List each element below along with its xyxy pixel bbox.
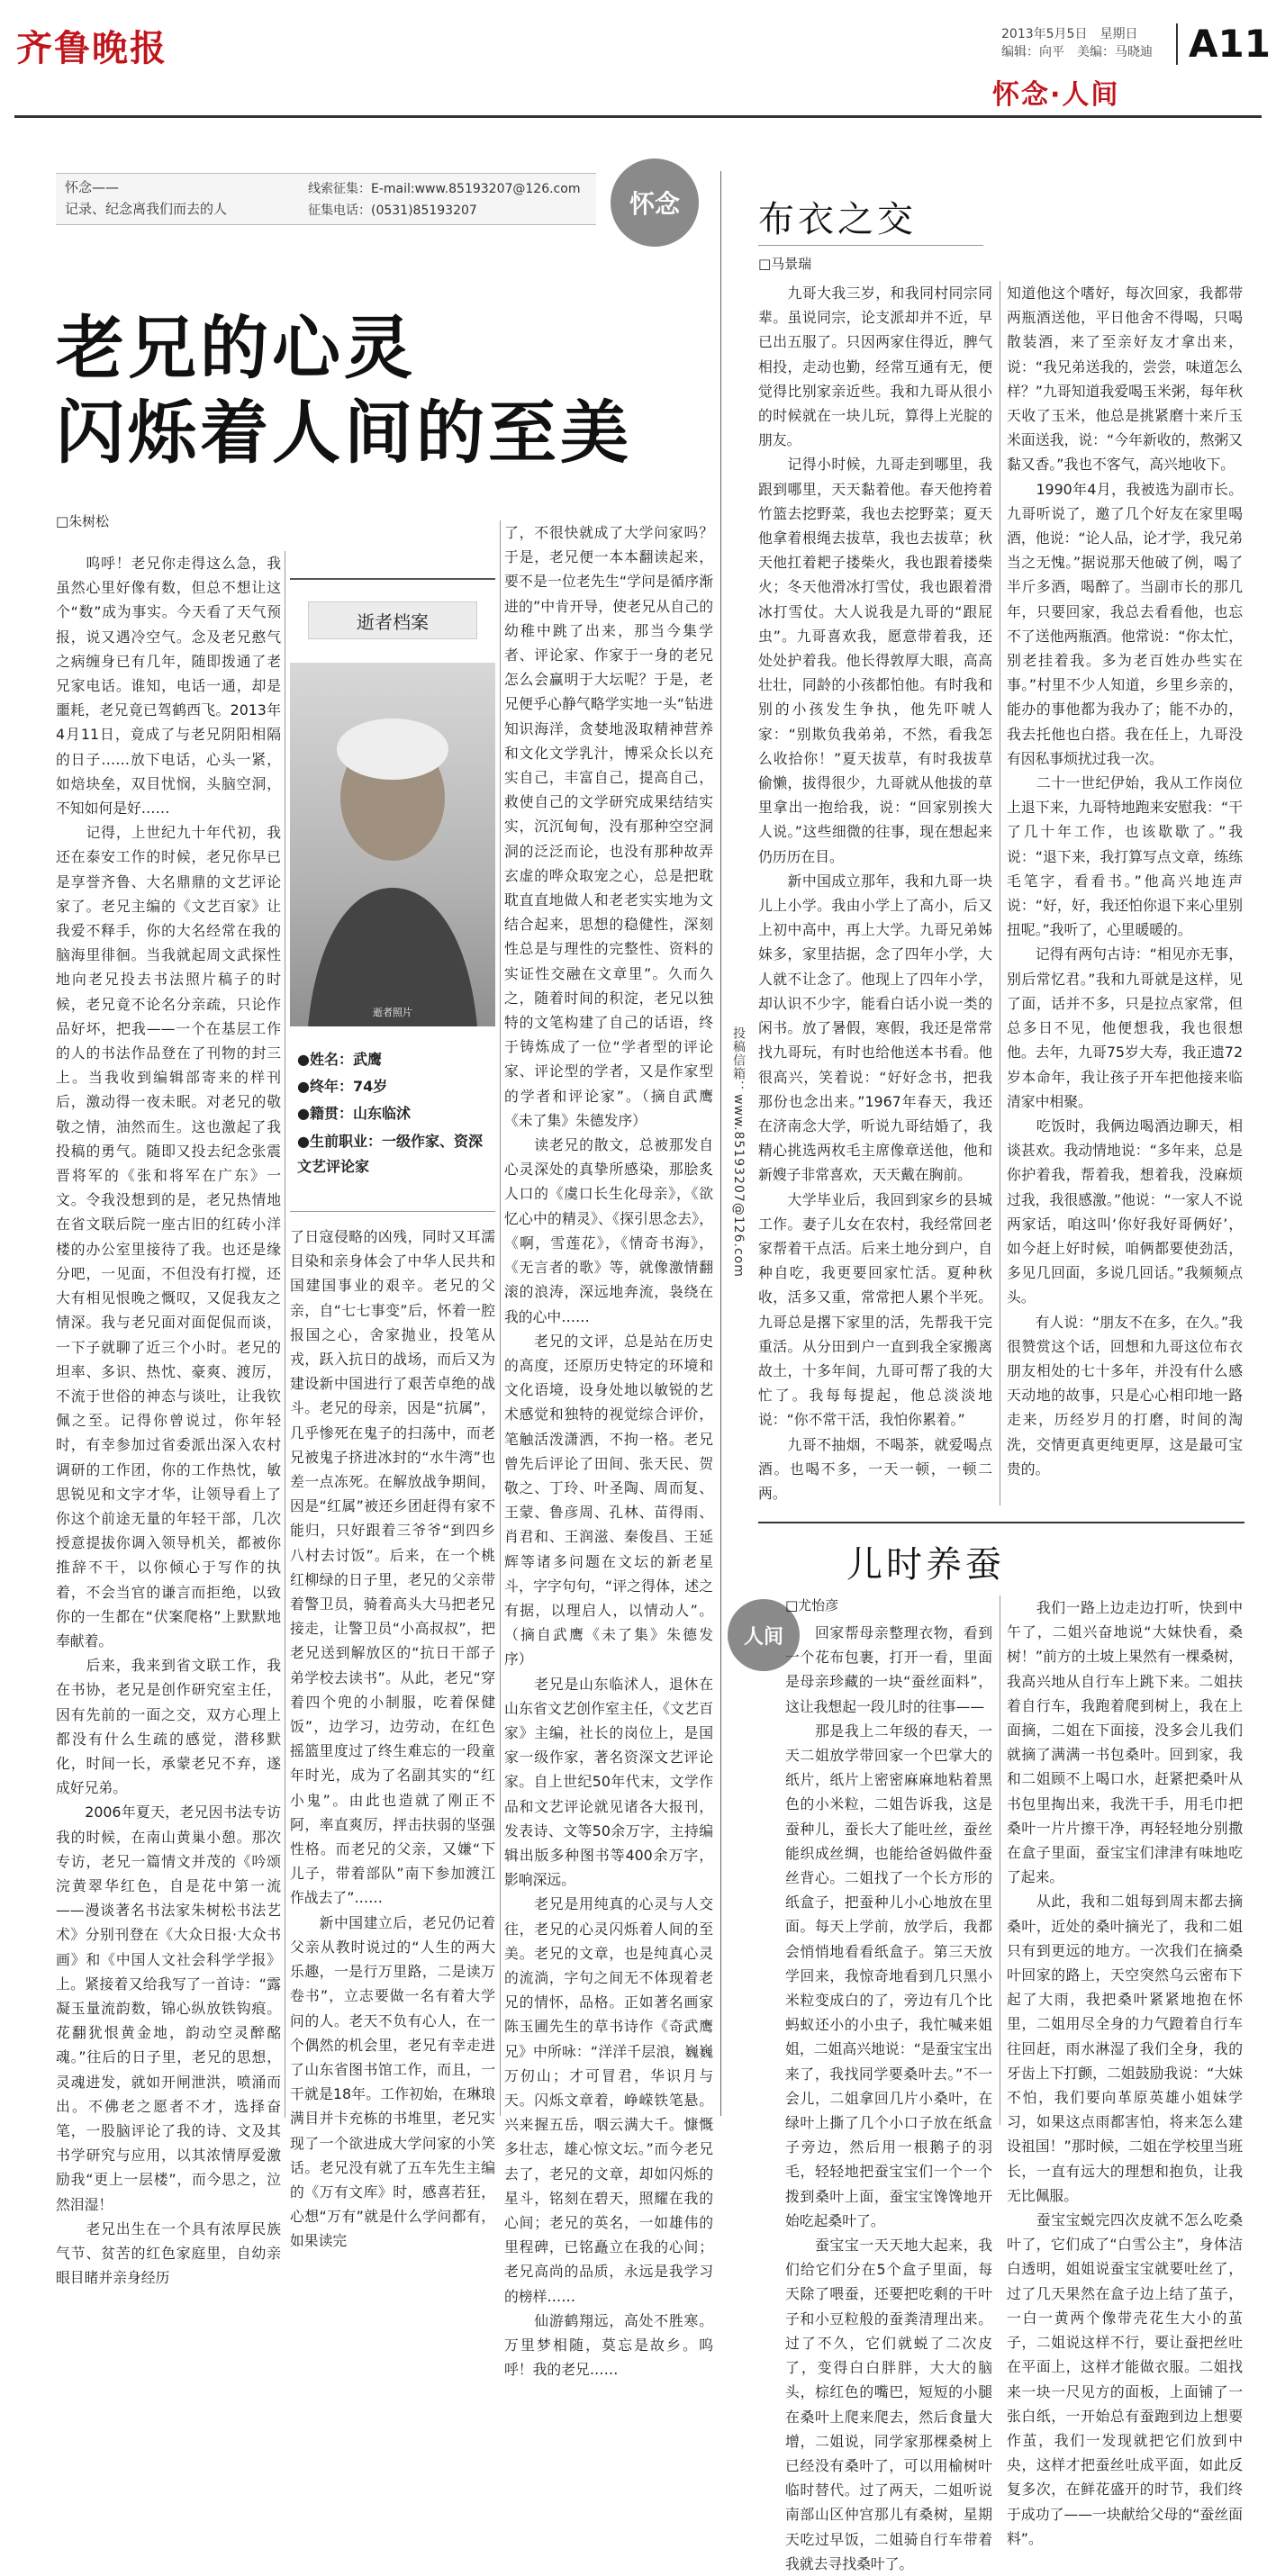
profile-caption: 逝者档案	[308, 601, 477, 639]
profile-career: ●生前职业：一级作家、资深文艺评论家	[297, 1133, 483, 1175]
article-divider	[758, 1522, 1244, 1523]
column-desc: 记录、纪念离我们而去的人	[65, 201, 228, 217]
article2-title-rule	[758, 245, 983, 246]
article2-title: 布衣之交	[758, 199, 917, 240]
article3-col2: 我们一路上边走边打听，快到中午了，二姐兴奋地说“大妹快看，桑树！”前方的土坡上果然有一棵桑树，我高兴地从自行车上跳下来。二姐扶着自行车，我跑着爬到树上，我在上面摘，二姐在下面接，没多会儿我们就摘了满满一书包桑叶。回到家，我和二姐顾不上喝口水，赶紧把桑叶从书包里掏出来，我洗干手，用毛巾把桑叶一片片擦干净，再轻轻地分别撒在盒子里面，蚕宝宝们津津有味地吃了起来。 从此，我和二姐每到周末都去摘桑叶，近处的桑叶摘光了，我和二姐只有到更远的地方。一次我们在摘桑叶回家的路上，天空突然乌云密布下起了大雨，我把桑叶紧紧地抱在怀里，二姐用尽全身的力气蹬着自行车往回赶，雨水淋湿了我们全身，我的牙齿上下打颤，二姐鼓励我说：“大妹不怕，我们要向革原英雄小姐妹学习，如果这点雨都害怕，将来怎么建设祖国！”那时候，二姐在学校里当班长，一直有远大的理想和抱负，让我无比佩服。 蚕宝宝蜕完四次皮就不怎么吃桑叶了，它们成了“白雪公主”，身体洁白透明，姐姐说蚕宝宝就要吐丝了，过了几天果然在盒子边上结了茧子，一白一黄两个像带壳花生大小的茧子，二姐说这样不行，要让蚕把丝吐在平面上，这样才能做衣服。二姐找来一块一尺见方的面板，上面铺了一张白纸，一开始总有蚕跑到边上想要作茧，我们一发现就把它们放到中央，这样才把蚕丝吐成平面，如此反复多次，在鲜花盛开的时节，我们终于成功了——一块献给父母的“蚕丝面料”。	[1007, 1599, 1243, 2547]
issue-date: 2013年5月5日 星期日	[1001, 27, 1138, 41]
portrait-silhouette	[290, 663, 495, 1026]
contact-phone: 征集电话：(0531)85193207	[308, 203, 477, 218]
article2-author: □马景瑞	[758, 256, 812, 272]
renjian-badge: 人间	[728, 1599, 800, 1671]
profile-name: ●姓名：武鹰	[297, 1051, 382, 1068]
section-title: 怀念·人间	[992, 79, 1120, 111]
main-article-col1: 呜呼！老兄你走得这么急，我虽然心里好像有数，但总不想让这个“数”成为事实。今天看了天气预报，说又遇冷空气。念及老兄憨气之病缠身已有几年，随即拨通了老兄家电话。谁知，电话一通，却是噩耗，老兄竟已驾鹤西飞。2013年4月11日，竟成了与老兄阴阳相隔的日子……放下电话，心头一紧，如焙块垒，双目忧悯，头脑空洞，不知如何是好…… 记得，上世纪九十年代初，我还在泰安工作的时候，老兄你早已是享誉齐鲁、大名鼎鼎的文艺评论家了。老兄主编的《文艺百家》让我爱不释手，你的大名经常在我的脑海里徘徊。当我就起周文武探性地向老兄投去书法照片稿子的时候，老兄竟不论名分亲疏，只论作品好坏，把我——一个在基层工作的人的书法作品登在了刊物的封三上。当我收到编辑部寄来的样刊后，激动得一夜未眠。对老兄的敬敬之情，油然而生。这也激起了我投稿的勇气。随即又投去纪念张震晋将军的《张和将军在广东》一文。令我没想到的是，老兄热情地在省文联后院一座古旧的红砖小洋楼的办公室里接待了我。也还是缘分吧，一见面，不但没有打搅，还大有相见恨晚之慨叹，又促我友之情深。我与老兄面对面促侃而谈，一下子就聊了近三个小时。老兄的坦率、多识、热忱、豪爽、渡厉，不流于世俗的神态与谈吐，让我钦佩之至。记得你曾说过，你年轻时，有幸参加过省委派出深入农村调研的工作团，你的工作热忱，敏思锐见和文字才华，让领导看上了你这个前途无量的年轻干部，几次授意提拔你调入领导机关，都被你推辞不干，以你倾心于写作的执着，不会当官的谦言而拒绝，以致你的一生都在“伏案爬格”上默默地奉献着。 后来，我来到省文联工作，我在书协，老兄是创作研究室主任，因有先前的一面之交，双方心理上都没有什么生疏的感觉，潜移默化，时间一长，承蒙老兄不弃，遂成好兄弟。 2006年夏天，老兄因书法专访我的时候，在南山黄巢小憩。那次专访，老兄一篇情文并茂的《吟颂浣黄翠华红色，自是花中第一流——漫谈著名书法家朱树松书法艺术》分别刊登在《大众日报·大众书画》和《中国人文社会科学学报》上。紧接着又给我写了一首诗：“露凝玉量流韵数，锦心纵放铁钩痕。花翻犹恨黄金地，韵动空灵醉酩魂。”往后的日子里，老兄的思想，灵魂进发，就如开闸泄洪，喷涌而出。不佛老之愿者不才，选择奋笔，一股脑评论了我的诗、文及其书学研究与应用，以其浓情厚爱激励我“更上一层楼”，而今思之，泣然泪湿！ 老兄出生在一个具有浓厚民族气节、贫苦的红色家庭里，自幼亲眼目睹并亲身经历	[56, 555, 281, 2287]
column-banner	[56, 173, 596, 225]
column-name: 怀念——	[65, 179, 120, 195]
huainian-badge: 怀念	[611, 158, 699, 247]
article3-col1: 回家帮母亲整理衣物，看到一个花布包裹，打开一看，里面是母亲珍藏的一块“蚕丝面料”，这让我想起一段儿时的往事—— 那是我上二年级的春天，一天二姐放学带回家一个巴掌大的纸片，纸片上密密麻麻地粘着黑色的小米粒，二姐告诉我，这是蚕种儿，蚕长大了能吐丝，蚕丝能织成丝绸，也能给爸妈做件蚕丝背心。二姐找了一个长方形的纸盒子，把蚕种儿小心地放在里面。每天上学前，放学后，我都会悄悄地看看纸盒子。第三天放学回来，我惊奇地看到几只黑小米粒变成白的了，旁边有几个比蚂蚁还小的小虫子，我忙喊来姐姐，二姐高兴地说：“是蚕宝宝出来了，我找同学要桑叶去。”不一会儿，二姐拿回几片小桑叶，在绿叶上撕了几个小口子放在纸盒子旁边，然后用一根鹅子的羽毛，轻轻地把蚕宝宝们一个一个拨到桑叶上面，蚕宝宝馋馋地开始吃起桑叶了。 蚕宝宝一天天地大起来，我们给它们分在5个盒子里面，每天除了喂蚕，还要把吃剩的干叶子和小豆粒般的蚕粪清理出来。过了不久，它们就蜕了二次皮了，变得白白胖胖，大大的脑头，棕红色的嘴巴，短短的小腿在桑叶上爬来爬去，然后食量大增，二姐说，同学家那棵桑树上已经没有桑叶了，可以用榆树叶临时替代。过了两天，二姐听说南部山区仲宫那儿有桑树，星期天吃过早饭，二姐骑自行车带着我就去寻找桑叶了。	[785, 1624, 992, 2572]
main-article-col3: 了，不很快就成了大学问家吗？于是，老兄便一本本翻读起来，要不是一位老先生“学问是循序渐进的”中肯开导，使老兄从自己的幼稚中跳了出来，那当今集学者、评论家、作家于一身的老兄怎么会赢明于大坛呢？于是，老兄便乎心静气略学实地一头“钻进知识海洋，贪婪地汲取精神营养和文化文学乳汁，博采众长以充实自己，丰富自己，提高自己，救使自己的文学研究成果结结实实，沉沉甸甸，没有那种空空洞洞的泛泛而论，也没有那种故弄玄虚的哗众取宠之心，总是把耽耽直直地做人和老老实实地为文结合起来，思想的稳健性，深刻性总是与理性的完整性、资料的实证性交融在文章里”。久而久之，随着时间的积淀，老兄以独特的文笔构建了自己的话语，终于铸炼成了一位“学者型的评论家、评论型的学者，又是作家型的学者和评论家”。（摘自武鹰《未了集》朱德发序） 读老兄的散文，总被那发自心灵深处的真挚所感染，那脍炙人口的《虞口长生化母亲》，《欲忆心中的精灵》、《探引思念去》，《啊，雪莲花》，《情奇书海》，《无言者的歌》等，就像激情翻滚的浪涛，深远地奔流，袅绕在我的心中…… 老兄的文评，总是站在历史的高度，还原历史特定的环境和文化语境，设身处地以敏锐的艺术感觉和独特的视觉综合评价，笔触活泼潇洒，不拘一格。老兄曾先后评论了田间、张天民、贺敬之、丁玲、叶圣陶、周而复、王蒙、鲁彦周、孔林、苗得雨、肖君和、王润滋、秦俊昌、王延辉等诸多问题在文坛的新老星斗，字字句句，“评之得体，述之有据，以理启人，以情动人”。（摘自武鹰《未了集》朱德发序） 老兄是山东临沭人，退休在山东省文艺创作室主任，《文艺百家》主编，社长的岗位上，是国家一级作家，著名资深文艺评论家。自上世纪50年代末，文学作品和文艺评论就见诸各大报刊，发表诗、文等50余万字，主持编辑出版多种图书等400余万字，影响深远。 老兄是用纯真的心灵与人交往，老兄的心灵闪烁着人间的至美。老兄的文章，也是纯真心灵的流淌，字句之间无不体现着老兄的情怀，品格。正如著名画家陈玉圃先生的草书诗作《奇武鹰兄》中所咏：“洋洋千层浪，巍巍万仞山；才可冒君，华识月与天。闪烁文章着，峥嵘铁笔悬。兴来握五岳，咽云满大千。慷慨多壮志，雄心惊文坛。”而今老兄去了，老兄的文章，却如闪烁的星斗，铭刻在碧天，照耀在我的心间；老兄的英名，一如雄伟的里程碑，已铭矗立在我的心间；老兄高尚的品质，永远是我学习的榜样…… 仙游鹤翔远，高处不胜寒。万里梦相随，莫忘是故乡。呜呼！我的老兄……	[504, 524, 713, 2379]
main-article-col2: 了日寇侵略的凶残，同时又耳濡目染和亲身体会了中华人民共和国建国事业的艰辛。老兄的父亲，自“七七事变”后，怀着一腔报国之心，舍家抛业，投笔从戎，跃入抗日的战场，而后又为建设新中国进行了艰苦卓绝的战斗。老兄的母亲，因是“抗属”，几乎惨死在鬼子的扫荡中，而老兄被鬼子挤进冰封的“水牛湾”也差一点冻死。在解放战争期间，因是“红属”被还乡团赶得有家不能归，只好跟着三爷爷“到四乡八村去讨饭”。后来，在一个桃红柳绿的日子里，老兄的父亲带着警卫员，骑着高头大马把老兄接走，让警卫员“小高叔叔”，把老兄送到解放区的“抗日干部子弟学校去读书”。从此，老兄“穿着四个兜的小制服，吃着保健饭”，边学习，边劳动，在红色摇篮里度过了终生难忘的一段童年时光，成为了名副其实的“红小鬼”。由此也造就了刚正不阿，率直爽厉，抨击扶弱的坚强性格。而老兄的父亲，又嫌“下儿子，带着部队”南下参加渡江作战去了”…… 新中国建立后，老兄仍记着父亲从教时说过的“人生的两大乐趣，一是行万里路，二是读万卷书”，立志要做一名有着大学问的人。老天不负有心人，在一个偶然的机会里，老兄有幸走进了山东省图书馆工作，而且，一干就是18年。工作初始，在琳琅满目并卡充栋的书堆里，老兄实现了一个欲进成大学问家的小笑话。老兄没有就了五车先生主编的《万有文库》时，感喜若狂，心想“万有”就是什么学问都有，如果读完	[290, 1228, 495, 2250]
newspaper-logo: 齐鲁晚报	[16, 27, 167, 69]
main-title-line2: 闪烁着人间的至美	[56, 393, 632, 473]
main-author: □朱树松	[56, 513, 110, 529]
header-rule	[14, 115, 1262, 118]
main-article-border	[720, 171, 721, 2116]
article3-author: □尤怡彦	[785, 1597, 839, 1613]
header-divider	[1176, 23, 1178, 65]
page-number: A11	[1189, 22, 1271, 66]
portrait-photo	[290, 663, 495, 1026]
profile-age: ●终年：74岁	[297, 1078, 388, 1095]
profile-hometown: ●籍贯：山东临沭	[297, 1105, 411, 1122]
profile-box	[290, 578, 495, 1212]
photo-label: 逝者照片	[373, 1007, 412, 1018]
main-col-divider-2	[500, 520, 501, 2116]
editor-credits: 编辑：向平 美编：马晓迪	[1001, 45, 1153, 59]
main-title-line1: 老兄的心灵	[56, 308, 416, 388]
contact-email: 线索征集：E-mail:www.85193207@126.com	[308, 182, 581, 196]
submission-email: 投稿信箱：www.85193207@126.com	[731, 1026, 746, 1278]
article2-col2: 知道他这个嗜好，每次回家，我都带两瓶酒送他，平日他舍不得喝，只喝散装酒，来了至亲好友才拿出来，说：“我兄弟送我的，尝尝，味道怎么样？”九哥知道我爱喝玉米粥，每年秋天收了玉米，他总是挑紧磨十来斤玉米面送我，说：“今年新收的，熬粥又黏又香。”我也不客气，高兴地收下。 1990年4月，我被选为副市长。九哥听说了，邀了几个好友在家里喝酒，他说：“论人品，论才学，我兄弟当之无愧。”据说那天他破了例，喝了半斤多酒，喝醉了。当副市长的那几年，只要回家，我总去看看他，也忘不了送他两瓶酒。他常说：“你太忙，别老挂着我。多为老百姓办些实在事。”村里不少人知道，乡里乡亲的，能办的事他都为我办了；能不办的，我去托他也白搭。我在任上，九哥没有因私事烦扰过我一次。 二十一世纪伊始，我从工作岗位上退下来，九哥特地跑来安慰我：“干了几十年工作，也该歇歇了。”我说：“退下来，我打算写点文章，练练毛笔字，看看书。”他高兴地连声说：“好，好，我还怕你退下来心里别扭呢。”我听了，心里暖暖的。 记得有两句古诗：“相见亦无事，别后常忆君。”我和九哥就是这样，见了面，话并不多，只是拉点家常，但总多日不见，他便想我，我也很想他。去年，九哥75岁大寿，我正遗72岁本命年，我让孩子开车把他接来临清家中相聚。 吃饭时，我俩边喝酒边聊天，相谈甚欢。我动情地说：“多年来，总是你护着我，帮着我，想着我，没麻烦过我，我很感激。”他说：“一家人不说两家话，咱这叫‘你好我好哥俩好’，如今赶上好时候，咱俩都要使劲活，多见几回面，多说几回话。”我频频点头。 有人说：“朋友不在多，在久。”我很赞赏这个话，回想和九哥这位布衣朋友相处的七十多年，并没有什么感天动地的故事，只是心心相印地一路走来，历经岁月的打磨，时间的淘洗，交情更真更纯更厚，这是最可宝贵的。	[1007, 285, 1243, 1478]
article2-col1: 九哥大我三岁，和我同村同宗同辈。虽说同宗，论支派却并不近，早已出五服了。只因两家住得近，脾气相投，走动也勤，经常互通有无，便觉得比别家亲近些。我和九哥从很小的时候就在一块儿玩，算得上光腚的朋友。 记得小时候，九哥走到哪里，我跟到哪里，天天黏着他。春天他挎着竹篮去挖野菜，我也去挖野菜；夏天他拿着根绳去拔草，我也去拔草；秋天他扛着耙子搂柴火，我也跟着搂柴火；冬天他滑冰打雪仗，我也跟着滑冰打雪仗。大人说我是九哥的“跟屁虫”。九哥喜欢我，愿意带着我，还处处护着我。他长得敦厚大眼，高高壮壮，同龄的小孩都怕他。有时我和别的小孩发生争执，他先吓唬人家：“别欺负我弟弟，不然，看我怎么收拾你！”夏天拔草，有时我拔草偷懒，拔得很少，九哥就从他拔的草里拿出一抱给我，说：“回家别挨大人说。”这些细微的往事，现在想起来仍历历在目。 新中国成立那年，我和九哥一块儿上小学。我由小学上了高小，后又上初中高中，再上大学。九哥兄弟姊妹多，家里拮据，念了四年小学，大人就不让念了。他现上了四年小学，却认识不少字，能看白话小说一类的闲书。放了暑假，寒假，我还是常常找九哥玩，有时也给他送本书看。他很高兴，笑着说：“好好念书，把我那份也念出来。”1967年春天，我还在济南念大学，听说九哥结婚了，我精心挑选两枚毛主席像章送他，他和新嫂子非常喜欢，天天戴在胸前。 大学毕业后，我回到家乡的县城工作。妻子儿女在农村，我经常回老家帮着干点活。后来土地分到户，自种自吃，我更要回家忙活。夏种秋收，活多又重，常常把人累个半死。九哥总是撂下家里的活，先帮我干完重活。从分田到户一直到我全家搬离故土，十多年间，九哥可帮了我的大忙了。我每每提起，他总淡淡地说：“你不常干活，我怕你累着。” 九哥不抽烟，不喝茶，就爱喝点酒。也喝不多，一天一顿，一顿二两。	[758, 285, 992, 1502]
article3-title: 儿时养蚕	[846, 1544, 1005, 1586]
